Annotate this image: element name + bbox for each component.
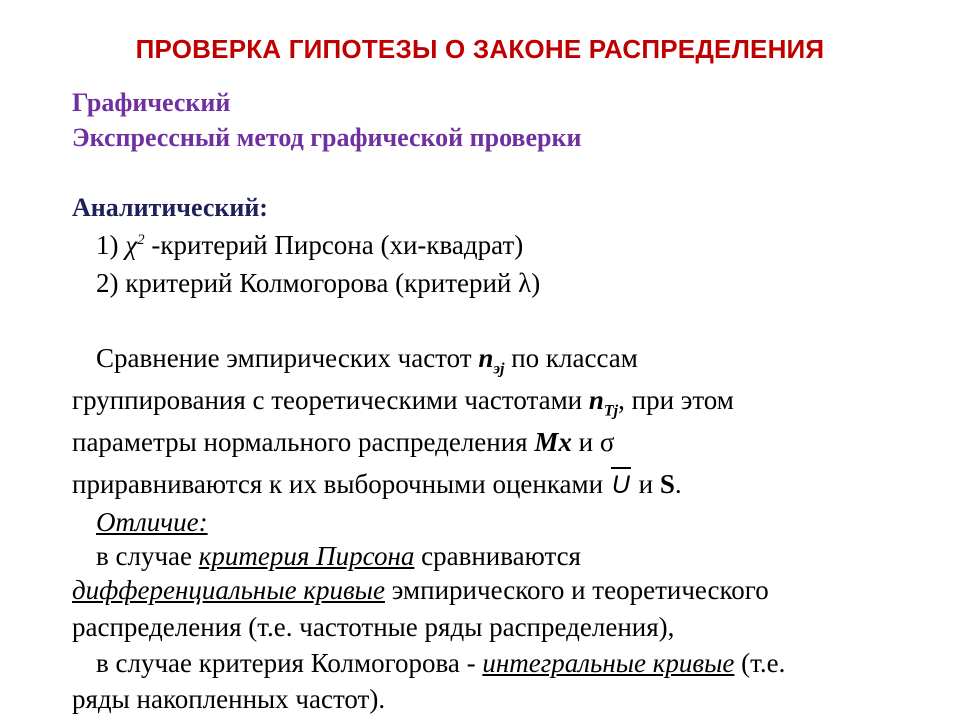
pearson-criterion: критерия Пирсона xyxy=(198,541,415,571)
n-emp-sub: эj xyxy=(493,360,505,378)
p3-text: параметры нормального распределения xyxy=(72,427,535,457)
difference-label: Отличие: xyxy=(96,507,208,537)
p1-text: Сравнение эмпирических частот xyxy=(96,343,479,373)
u-bar-symbol: U xyxy=(611,471,630,499)
slide-title: ПРОВЕРКА ГИПОТЕЗЫ О ЗАКОНЕ РАСПРЕДЕЛЕНИЯ xyxy=(135,34,825,64)
item1-prefix: 1) xyxy=(96,230,126,260)
analytic-item-2 xyxy=(96,268,540,299)
differential-curves: дифференциальные кривые xyxy=(72,575,385,605)
n-emp: n xyxy=(478,343,494,373)
item2-prefix: 2) критерий Колмогорова (критерий xyxy=(96,268,519,298)
item1-text: -критерий Пирсона (хи-квадрат) xyxy=(144,230,524,260)
integral-curves: интегральные кривые xyxy=(482,648,735,678)
graphic-heading: Графический xyxy=(72,88,231,117)
d1-text: в случае xyxy=(96,541,199,571)
item2-suffix: ) xyxy=(531,268,541,298)
p3-and: и xyxy=(571,427,600,457)
p2-text: группирования с теоретическими частотами xyxy=(72,385,589,415)
paragraph-line-1 xyxy=(96,343,638,378)
sigma-symbol: σ xyxy=(599,427,615,457)
difference-line-5: ряды накопленных частот). xyxy=(72,684,386,714)
p1-tail: по классам xyxy=(504,343,638,373)
mx-symbol: Mx xyxy=(534,427,572,457)
analytic-heading: Аналитический: xyxy=(72,193,268,222)
p2-tail: , при этом xyxy=(618,385,734,415)
analytic-item-1 xyxy=(96,230,523,261)
paragraph-line-4 xyxy=(72,469,682,500)
graphic-subheading: Экспрессный метод графической проверки xyxy=(72,123,582,152)
n-theor-sub: Tj xyxy=(603,402,619,420)
d4-tail: (т.е. xyxy=(734,648,786,678)
chi-power: 2 xyxy=(137,232,145,248)
n-theor: n xyxy=(588,385,604,415)
paragraph-line-3 xyxy=(72,427,614,458)
d1-tail: сравниваются xyxy=(414,541,581,571)
paragraph-line-2 xyxy=(72,385,734,420)
chi-symbol: χ xyxy=(125,230,138,260)
difference-label-line xyxy=(96,507,208,538)
lambda-symbol: λ xyxy=(518,268,532,298)
difference-line-1 xyxy=(96,541,581,572)
difference-line-2 xyxy=(72,575,769,606)
d2-tail: эмпирического и теоретического xyxy=(384,575,769,605)
p4-period: . xyxy=(674,469,682,499)
difference-line-4 xyxy=(96,648,785,679)
p4-text: приравниваются к их выборочными оценками xyxy=(72,469,610,499)
d4-text: в случае критерия Колмогорова - xyxy=(96,648,483,678)
difference-line-3: распределения (т.е. частотные ряды распределения), xyxy=(72,612,675,642)
p4-and: и xyxy=(631,469,660,499)
s-symbol: S xyxy=(659,469,675,499)
